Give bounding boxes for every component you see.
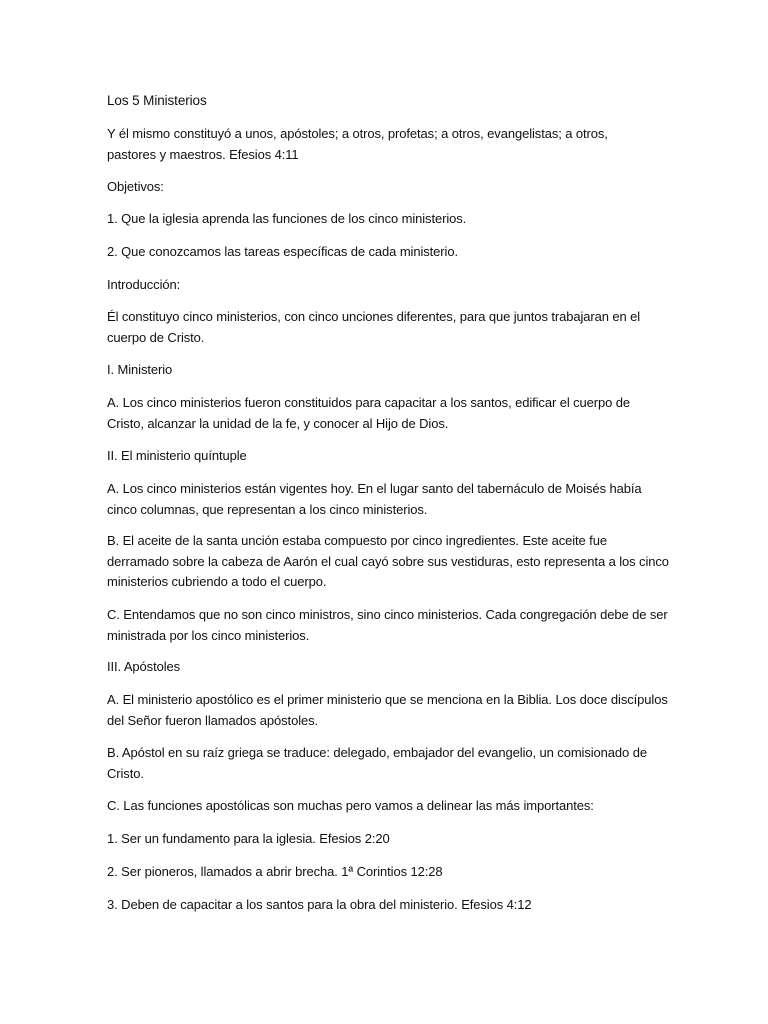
section3-c-line: C. Las funciones apostólicas son muchas pero vamos a delinear las más importantes: [107,798,594,813]
section2-b-line-3: ministerios cubriendo a todo el cuerpo. [107,574,327,589]
section2-b-line-2: derramado sobre la cabeza de Aarón el cual cayó sobre sus vestiduras, esto representa a los cinco [107,553,669,569]
section3-b-line-1: B. Apóstol en su raíz griega se traduce: delegado, embajador del evangelio, un comisionado de [107,745,647,760]
document-title: Los 5 Ministerios [107,93,207,108]
section2-c-line-2: ministrada por los cinco ministerios. [107,627,310,643]
section1-a-line-2: Cristo, alcanzar la unidad de la fe, y conocer al Hijo de Dios. [107,415,449,431]
section2-c-line-1: C. Entendamos que no son cinco ministros, sino cinco ministerios. Cada congregación debe de ser [107,607,668,622]
section3-b-line-2: Cristo. [107,765,144,781]
introduccion-line-1: Él constituyo cinco ministerios, con cinco unciones diferentes, para que juntos trabajaran en el [107,309,641,324]
funcion-item-2: 2. Ser pioneros, llamados a abrir brecha. 1ª Corintios 12:28 [107,864,443,879]
introduccion-line-2: cuerpo de Cristo. [107,329,205,345]
funcion-item-1: 1. Ser un fundamento para la iglesia. Efesios 2:20 [107,831,390,846]
section1-a-line-1: A. Los cinco ministerios fueron constituidos para capacitar a los santos, edificar el cuerpo de [107,395,631,410]
section3-a-line-2: del Señor fueron llamados apóstoles. [107,712,319,728]
verse-line-2: pastores y maestros. Efesios 4:11 [107,146,299,162]
section1-heading: I. Ministerio [107,362,173,377]
introduccion-heading: Introducción: [107,277,181,292]
section2-heading: II. El ministerio quíntuple [107,448,247,463]
section3-a-line-1: A. El ministerio apostólico es el primer ministerio que se menciona en la Biblia. Los doce discípulos [107,692,668,707]
section2-a-line-1: A. Los cinco ministerios están vigentes hoy. En el lugar santo del tabernáculo de Moisés había [107,481,642,496]
funcion-item-3: 3. Deben de capacitar a los santos para la obra del ministerio. Efesios 4:12 [107,897,532,912]
verse-line-1: Y él mismo constituyó a unos, apóstoles; a otros, profetas; a otros, evangelistas; a otros, [107,126,608,141]
section2-a-line-2: cinco columnas, que representan a los cinco ministerios. [107,501,428,517]
section2-b-line-1: B. El aceite de la santa unción estaba compuesto por cinco ingredientes. Este aceite fue [107,533,607,548]
objetivo-item-1: 1. Que la iglesia aprenda las funciones de los cinco ministerios. [107,211,467,226]
section3-heading: III. Apóstoles [107,659,181,674]
objetivo-item-2: 2. Que conozcamos las tareas específicas de cada ministerio. [107,244,458,259]
objetivos-heading: Objetivos: [107,179,164,194]
